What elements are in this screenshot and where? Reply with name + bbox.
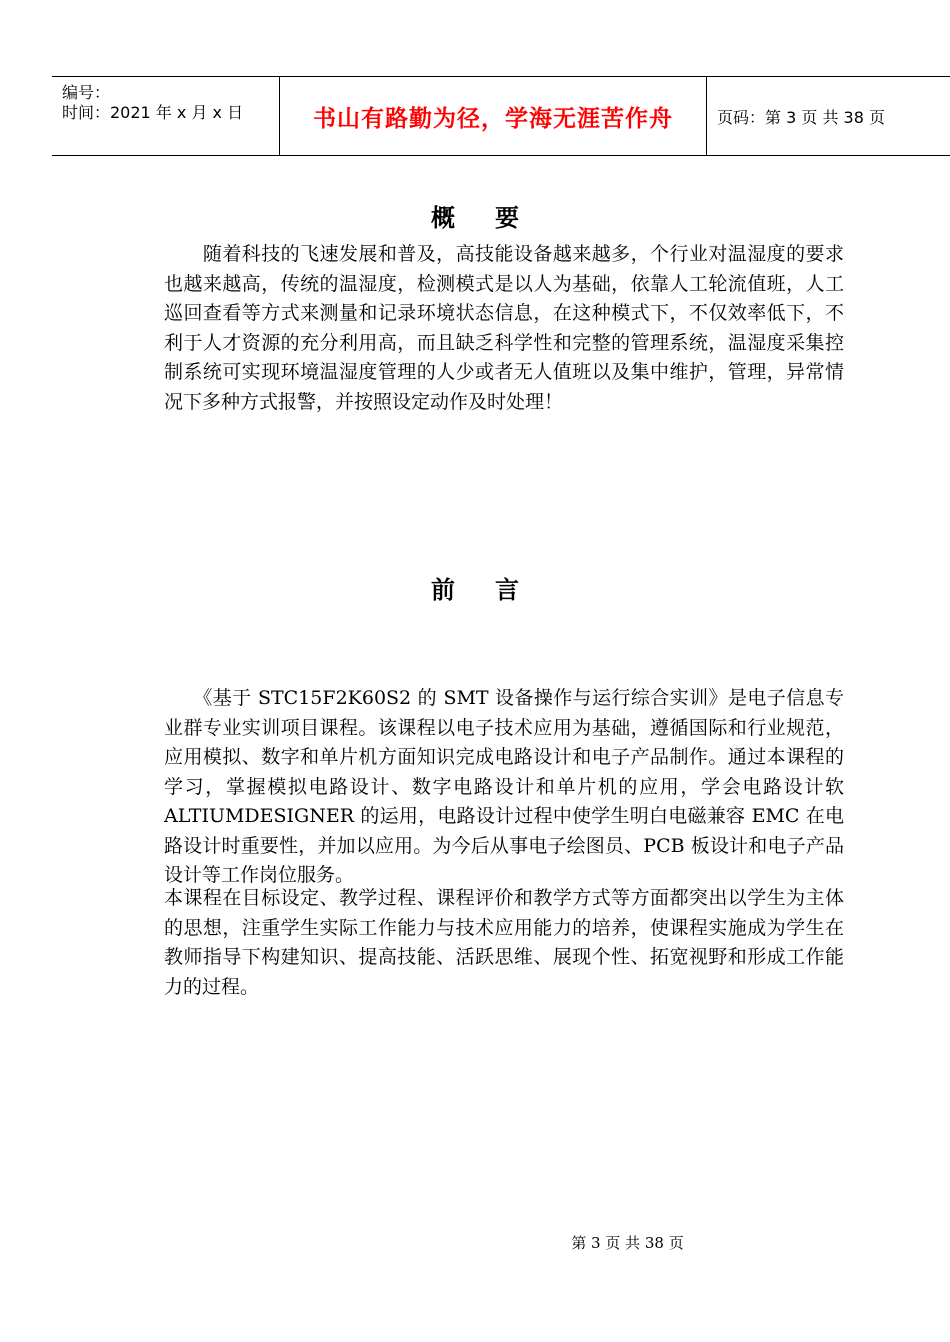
number-label: 编号： — [62, 83, 111, 102]
page-footer: 第 3 页 共 38 页 — [571, 1234, 684, 1252]
header-page-info: 页码：第 3 页 共 38 页 — [717, 107, 885, 127]
preface-title: 前言 — [431, 576, 559, 604]
header-motto: 书山有路勤为径，学海无涯苦作舟 — [280, 77, 707, 155]
summary-paragraph: 随着科技的飞速发展和普及，高技能设备越来越多，个行业对温湿度的要求也越来越高，传统的温湿度，检测模式是以人为基础，依靠人工轮流值班，人工巡回查看等方式来测量和记录环境状态信息，在这种模式下，不仅效率低下，不利于人才资源的充分利用高，而且缺乏科学性和完整的管理系统，温湿度采集控制系统可实现环境温湿度管理的人少或者无人值班以及集中维护，管理，异常情况下多种方式报警，并按照设定动作及时处理！ — [164, 243, 844, 413]
page-header — [52, 76, 950, 156]
preface-paragraph-2: 本课程在目标设定、教学过程、课程评价和教学方式等方面都突出以学生为主体的思想，注重学生实际工作能力与技术应用能力的培养，使课程实施成为学生在教师指导下构建知识、提高技能、活跃思维、展现个性、拓宽视野和形成工作能力的过程。 — [164, 887, 844, 998]
header-meta-cell — [52, 77, 280, 155]
preface-paragraph-1: 《基于 STC15F2K60S2 的 SMT 设备操作与运行综合实训》是电子信息专业群专业实训项目课程。该课程以电子技术应用为基础，遵循国际和行业规范，应用模拟、数字和单片机方面知识完成电路设计和电子产品制作。通过本课程的学习，掌握模拟电路设计、数字电路设计和单片机的应用，学会电路设计软 ALTIUMDESIGNER 的运用，电路设计过程中使学生明白电磁兼容 EMC 在电路设计时重要性，并加以应用。为今后从事电子绘图员、PCB 板设计和电子产品设计等工作岗位服务。 — [164, 687, 844, 886]
time-label: 时间：2021 年 x 月 x 日 — [62, 103, 244, 122]
summary-title: 概要 — [431, 204, 559, 232]
